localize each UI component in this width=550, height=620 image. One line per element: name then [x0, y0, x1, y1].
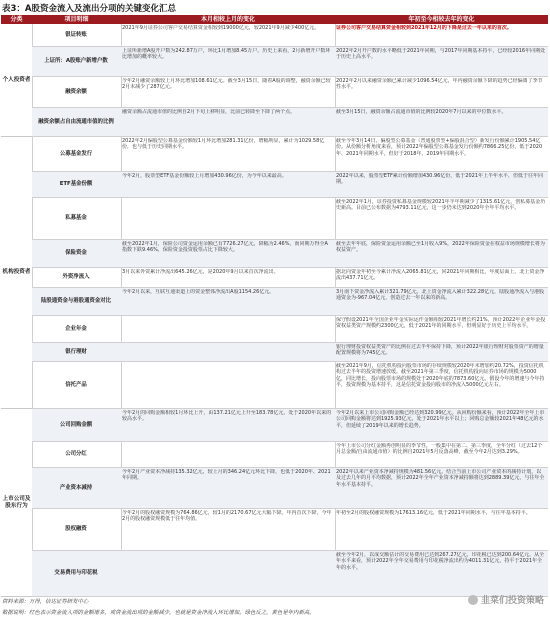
- row-ytd-change: 3月南下资金净流入累计321.79亿元，北上资金净流入累计322.28亿元，陆股通净流入与港股通资金为-967.04亿元，创造过去一年以来的新高。: [336, 289, 545, 302]
- table-row: [32, 172, 548, 198]
- row-item: 交易费用与印花税: [54, 570, 98, 577]
- row-item: 企业年金: [65, 325, 87, 332]
- row-month-change: [122, 344, 332, 360]
- row-item: 产业资本减持: [59, 484, 93, 491]
- row-item: ETF基金份额: [59, 181, 93, 188]
- row-month-change: 融资余额占流通市值的比例自2月下旬上移明显，比前已转降至下降了两个点。: [122, 109, 296, 115]
- row-ytd-change: 据北向资金年初至今累计净流入2065.81亿元，同2021年同期相比，年度层面上，北上资金净流出437.71亿元。: [336, 269, 545, 282]
- table-row: [32, 47, 548, 77]
- table-row: [32, 468, 548, 509]
- row-ytd-change: 2022年以来产业资本净减持规模为481.56亿元。结合当前上市公司产业资本的减持计划，以及过去几年的月平均数据，预计2022年全年产业资本净减持额将达到2889.39亿元，与往年全年水平基本持平。: [336, 469, 545, 488]
- row-month-change: [122, 317, 332, 341]
- row-ytd-change: 证券公司客户交易结算资金相较到2021年12月的下降是过去一年以来的首次。: [336, 25, 512, 31]
- row-ytd-change: 保守假设2021年全国企业年金实际运作金额相较2021年增长约21%，预计2022年企业年金投资权益类资产规模约2300亿元，低于2021年的同期水平，但明显好于历史上平均水平。: [336, 317, 546, 330]
- row-ytd-change: 截至今年2月，以成交额估计的交易费用已达到267.27亿元，印花税已达到200.64亿元。从全年水平来看，预计2022年全年交易费用与印花税净流出约为4011.31亿元，持平于2021年全年的水平。: [336, 552, 545, 571]
- row-item: 银行理财: [65, 348, 87, 355]
- row-ytd-change: 今年上市公司分红金额再创明显的季节性，一般集中在第二、第三季度，全年分红（过去12个月总金额/自由流通市值）的比例自2021年5月反落高峰，截至今年2月达到3.29%。: [336, 443, 543, 456]
- row-item: 融资余额: [65, 88, 87, 95]
- row-month-change: 2021年9月证券公司客户交易结算资金相较到19000亿元，较2021年9月减少400亿元。: [122, 25, 320, 31]
- row-item: 私募基金: [65, 215, 87, 222]
- row-month-change: 截至2022年1月，保险公司资金运用余额已有7726.27亿元，降幅为2.46%，而同期万得全A指数下跌9.46%，保险资金投资股票占比下降较大。: [122, 241, 328, 254]
- table-row: [32, 240, 548, 268]
- table-row: [32, 77, 548, 108]
- row-month-change: 今年2月的回购金额相较1月环比上升，由137.21亿元上升至183.78亿元，处于2020年以来的较高水平。: [122, 410, 332, 423]
- row-month-change: 今年2月，股票型ETF基金份额较上月增加430.96亿份，为今年以来最高。: [122, 173, 287, 179]
- group-individual: 个人投资者: [1, 24, 32, 137]
- row-item: 融资余额占自由流通市值的比例: [38, 118, 114, 125]
- row-ytd-change: 银行理财投资权益类资产的比例在过去半年保持下降，预计2022年银行理财对股票资产的增量配置规模将为745亿元。: [336, 344, 544, 357]
- row-ytd-change: 截至3月15日，融资余额占流通市值的比例较2020年7月以来的中位数水平。: [336, 109, 507, 115]
- watermark: [468, 593, 544, 606]
- header-ytd: 年初至今相较去年的变化: [335, 15, 548, 24]
- row-item: 公司回购金额: [59, 421, 93, 428]
- table-row: [32, 24, 548, 47]
- table-row: [32, 362, 548, 409]
- row-month-change: 今年2月以来，互联互通渠道上的资金整体净流出A股1154.26亿元。: [122, 289, 275, 295]
- row-ytd-change: 截至2021年9月，信托机构投向股票市场的存续规模较2020年末增加约20.72%，投资信托机构过去半年的投资增速放缓。截至2021年第三季度，信托机构投向证券市场的规模为5000亿，同比增长，投向股票市场的规模处于2020年底的7873.60亿元。假设今年的增速与今年持平，投资规模为基本持平，这是信托资金投向股市的净流入5000亿元左右。: [336, 363, 545, 388]
- row-item: 公司分红: [65, 451, 87, 458]
- capital-flow-table: [1, 15, 548, 597]
- row-month-change: 今年2月产业资本净减持135.32亿元，较上月的346.24亿元环比下降，也低于2020年、2021年同期。: [122, 469, 331, 482]
- table-row: [32, 137, 548, 172]
- header-category: 分类: [1, 15, 32, 24]
- row-ytd-change: 截至今年3月14日，偏股型公募基金（普通股票型+偏股混合型）新发行份额累计1905.54亿份。从份额分析角度来看，预计2022年偏股型公募基金发行份额约7866.25亿份，低于2020年、2021年同期水平，但好于2018年、2019年同期水平。: [336, 138, 543, 157]
- row-month-change: 今年2月的股权融资规模为764.86亿元，较1月的2170.67亿元大幅下降。年内首次下降，今年2月的股权融资规模低于往年均值。: [122, 510, 332, 523]
- row-item: 外资净流入: [62, 274, 90, 281]
- row-month-change: 今年2月融资余额较上月环比增加108.61亿元。截至3月15日，随着A股的调整，融资余额已较2月末减少了287亿元。: [122, 78, 331, 91]
- table-row: [32, 442, 548, 468]
- row-ytd-change: 2022年以来，股票型ETF累计份额增加430.96亿份，低于2021年上半年水平，但低于往年同期。: [336, 173, 544, 186]
- table-row: [32, 409, 548, 442]
- row-ytd-change: 2022年2月开户数的水平略低于2021年同期，与2017年同期基本持平，已经较2016年同期处于历史上高水平。: [336, 48, 546, 61]
- row-item: 陆股通资金与港股通资金对比: [40, 298, 112, 305]
- row-item: 股权融资: [65, 526, 87, 533]
- row-month-change: [122, 199, 332, 238]
- header-item: 项目明细: [32, 15, 121, 24]
- header-month: 本月相较上月的变化: [121, 15, 335, 24]
- row-ytd-change: 今年2月以来上市公司回购金额已经达到320.99亿元。从回购份额来看，预计2022年全年上市公司回购金额将达到1925.93亿元，处于2021年水平以上；回购总金额较2021年48亿元的水平，但延续了2019年以来的增长趋势。: [336, 410, 545, 429]
- row-item: 信托产品: [65, 381, 87, 388]
- table-row: [32, 316, 548, 343]
- table-row: [32, 551, 548, 597]
- row-month-change: [122, 443, 332, 466]
- data-note: 数据说明：红色表示资金流入项的金额增多，或资金流出项的金额减少，也就是资金净流入环比增加。绿色反之，黄色是年内新高。: [2, 610, 315, 616]
- row-month-change: 3月以来外资累计净流出645.26亿元，是2020年9月以来首次净流出。: [122, 269, 279, 275]
- row-ytd-change: 截至2022年1月，证券投资私募基金规模较2021年半年期减少了1315.61亿元，创私募基金历史新高。目前已公布数据为4793.11亿元，这一步仍未达到2020年全年平均水平。: [336, 199, 546, 212]
- table-row: [32, 108, 548, 137]
- group-listed-company: 上市公司及股东行为: [1, 409, 32, 597]
- table-row: [32, 198, 548, 240]
- row-ytd-change: 2022年2月以来融资余额已累计减少1096.54亿元，年内融资余额下降的趋势已经偏离了季节性水平。: [336, 78, 543, 91]
- wechat-icon: [468, 595, 478, 605]
- row-month-change: 2022年2月偏股型公募基金份额较1月环比增加281.31亿份，增幅明显，累计为1029.58亿份，也与低于历史同期水平。: [122, 138, 325, 151]
- source-note: 资料来源：万得，信达证券研发中心: [2, 599, 89, 605]
- table-row: [32, 268, 548, 288]
- row-month-change: 上证所新增A股开户数为242.87万户，环比1月增加8.45万户。历史上来看，2月新增开户数环比增加的概率较大。: [122, 48, 331, 61]
- row-item: 保险资金: [65, 250, 87, 257]
- row-ytd-change: 截至去年年底，保险资金运用余额已至1月收入9%，2022年保险资金在权益市场规模增长将为权益资产。: [336, 241, 545, 254]
- table-row: [32, 288, 548, 316]
- table-row: [32, 509, 548, 551]
- table-title: 表3：A股资金流入及流出分项的关键变化汇总: [2, 4, 176, 14]
- row-item: 银证转账: [65, 31, 87, 38]
- row-item: 公募基金发行: [59, 150, 93, 157]
- row-ytd-change: 年初至2月的股权融资规模为17613.16亿元，低于2021年同期水平，与往年基本持平。: [336, 510, 531, 516]
- row-item: 上证所：A股账户新增户数: [44, 58, 108, 65]
- group-institutional: 机构投资者: [1, 137, 32, 409]
- watermark-text: 韭菜们投资策略: [480, 596, 544, 606]
- row-month-change: [122, 552, 332, 595]
- row-month-change: [122, 363, 332, 407]
- table-row: [32, 343, 548, 362]
